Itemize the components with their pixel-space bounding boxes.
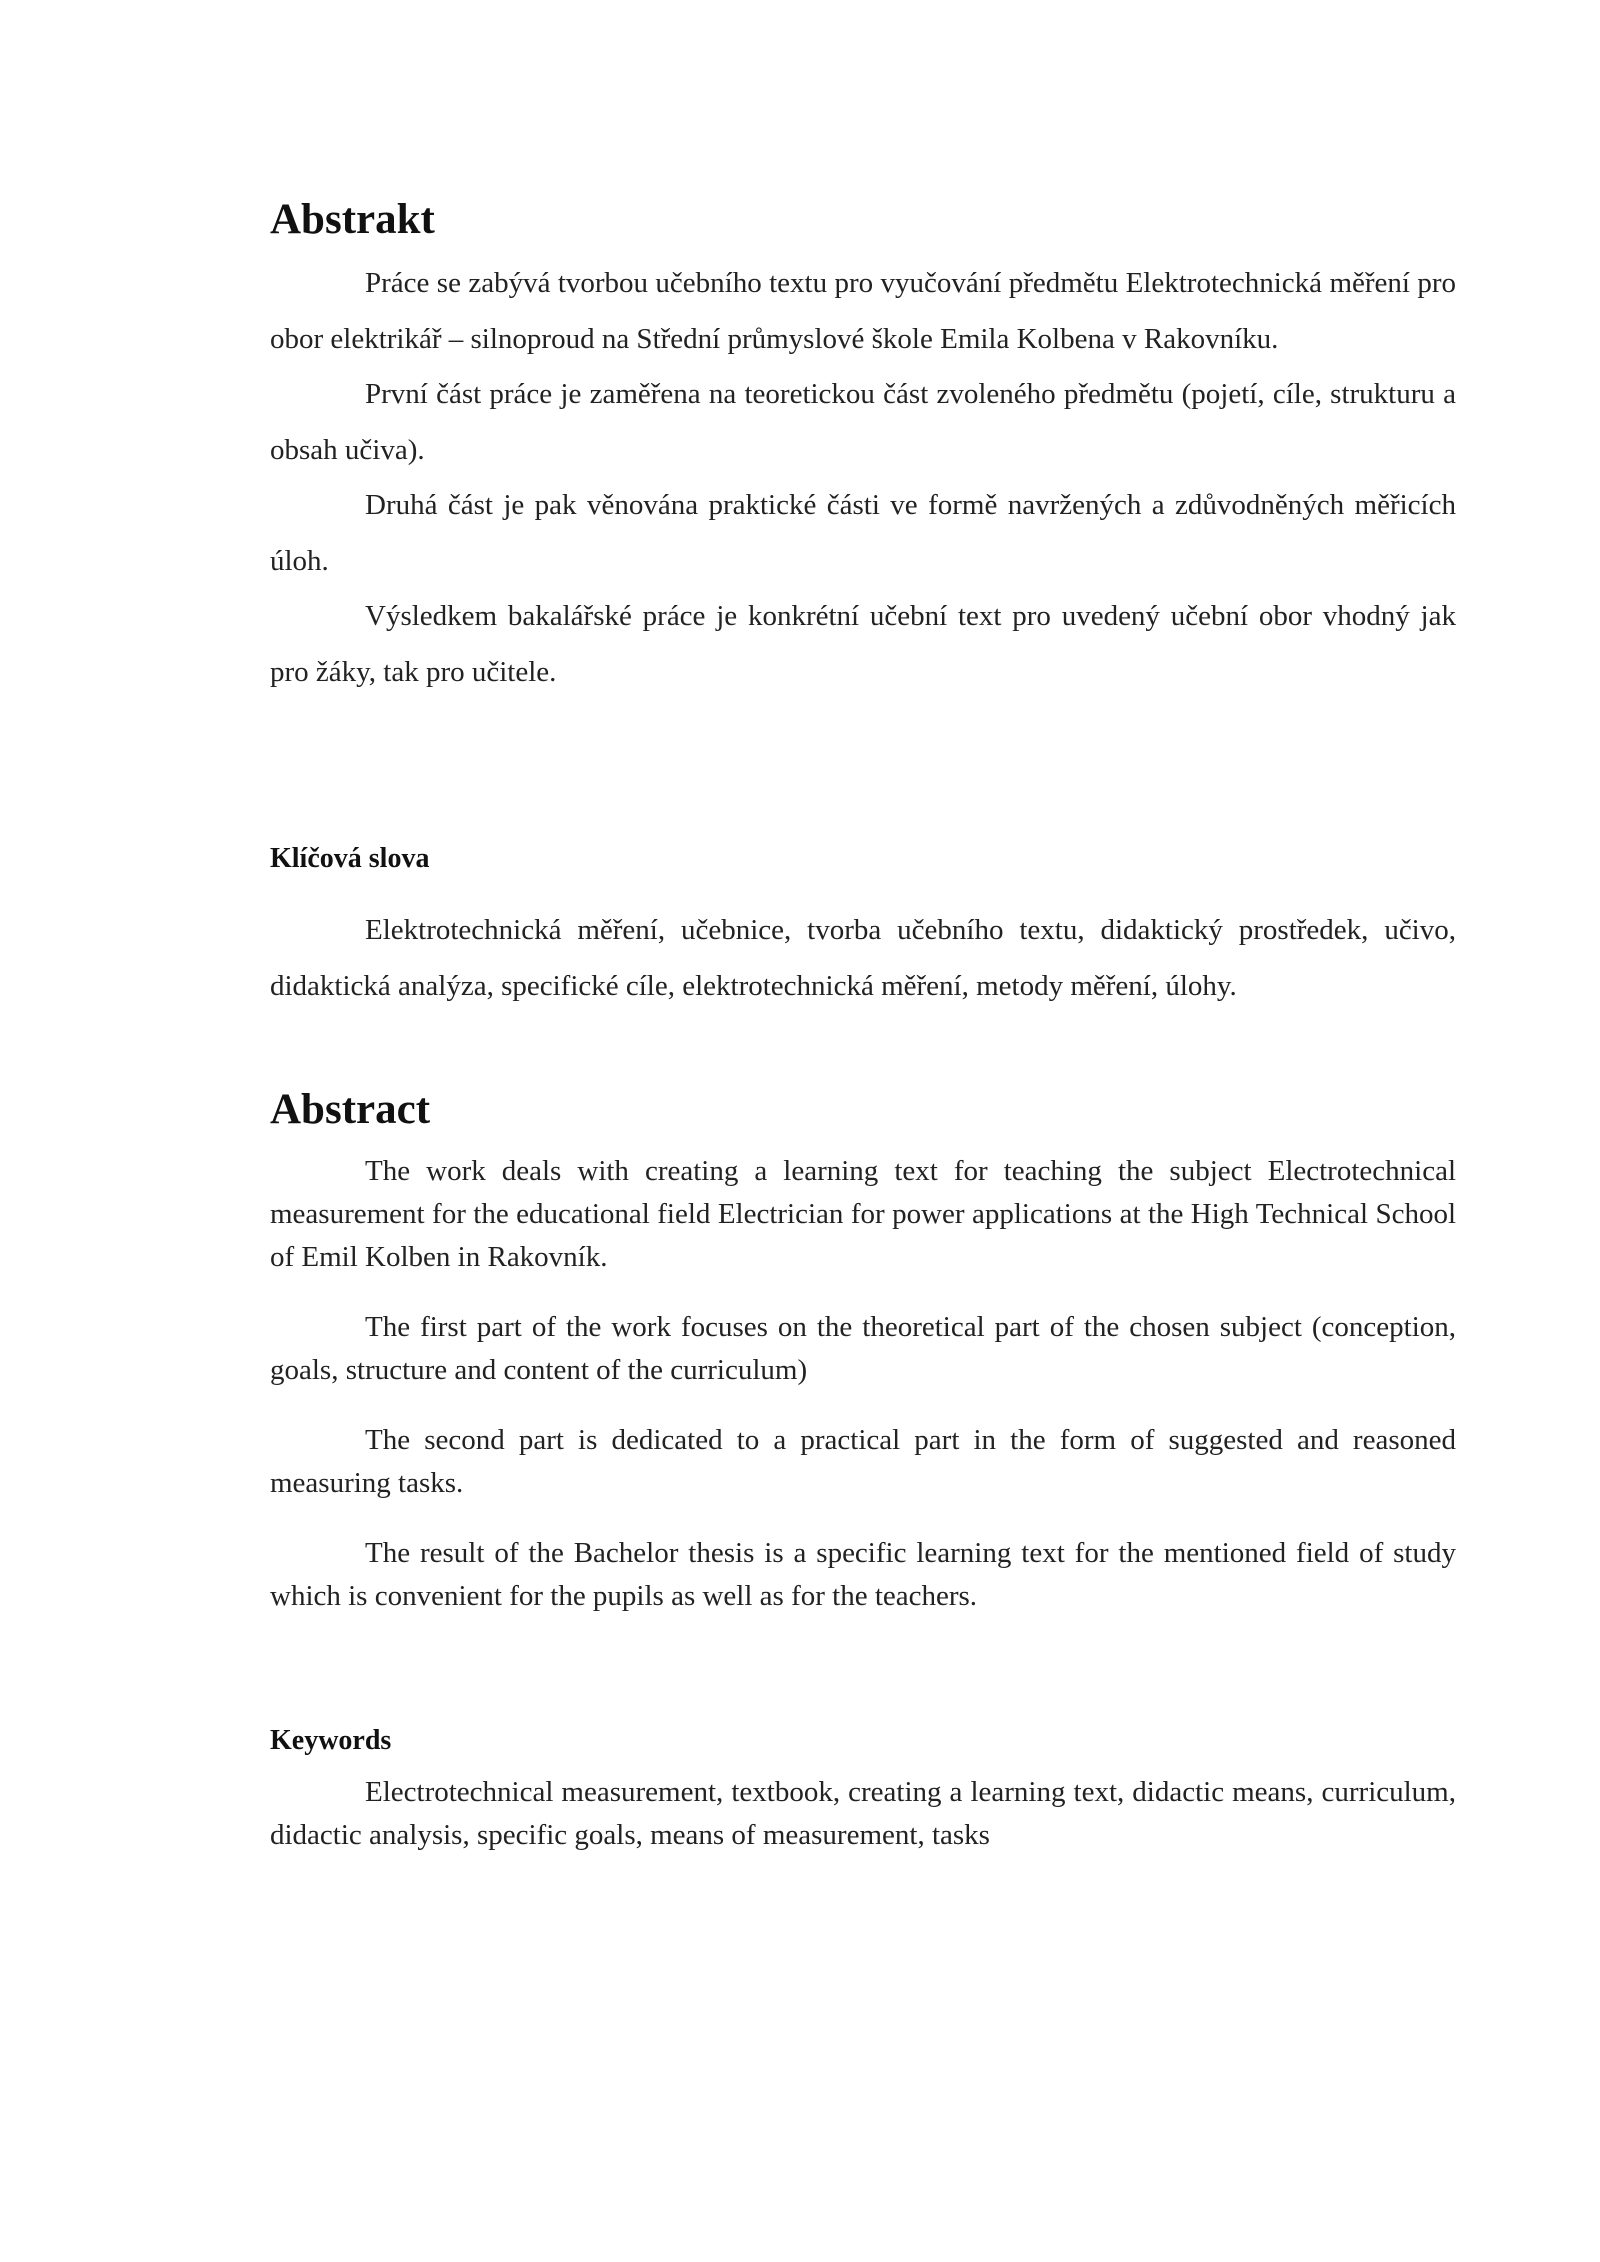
abstract-body bbox=[270, 1150, 1456, 1645]
klicova-slova-heading: Klíčová slova bbox=[270, 843, 430, 874]
abstract-paragraph-1: The work deals with creating a learning text for teaching the subject Electrotechnical measurement for the educational field Electrician for power applications at the High Technical School of Emil Kolben in Rakovník. bbox=[270, 1155, 1456, 1273]
klicova-slova-body bbox=[270, 903, 1456, 1014]
klicova-slova-heading-block bbox=[270, 845, 1456, 873]
keywords-heading-block bbox=[270, 1727, 1456, 1755]
abstract-paragraph-4: The result of the Bachelor thesis is a specific learning text for the mentioned field of study which is convenient for the pupils as well as for the teachers. bbox=[270, 1537, 1456, 1612]
abstrakt-body bbox=[270, 256, 1456, 700]
abstrakt-heading: Abstrakt bbox=[270, 196, 435, 243]
klicova-slova-text: Elektrotechnická měření, učebnice, tvorba učebního textu, didaktický prostředek, učivo, didaktická analýza, specifické cíle, elektrotechnická měření, metody měření, úlohy. bbox=[270, 914, 1456, 1002]
keywords-text: Electrotechnical measurement, textbook, creating a learning text, didactic means, curriculum, didactic analysis, specific goals, means of measurement, tasks bbox=[270, 1776, 1456, 1851]
keywords-body bbox=[270, 1771, 1456, 1857]
abstrakt-paragraph-4: Výsledkem bakalářské práce je konkrétní učební text pro uvedený učební obor vhodný jak pro žáky, tak pro učitele. bbox=[270, 600, 1456, 688]
abstrakt-paragraph-1: Práce se zabývá tvorbou učebního textu pro vyučování předmětu Elektrotechnická měření pro obor elektrikář – silnoproud na Střední průmyslové škole Emila Kolbena v Rakovníku. bbox=[270, 267, 1456, 355]
abstrakt-paragraph-2: První část práce je zaměřena na teoretickou část zvoleného předmětu (pojetí, cíle, strukturu a obsah učiva). bbox=[270, 378, 1456, 466]
keywords-heading: Keywords bbox=[270, 1725, 392, 1756]
abstract-paragraph-3: The second part is dedicated to a practical part in the form of suggested and reasoned measuring tasks. bbox=[270, 1424, 1456, 1499]
abstract-heading-block bbox=[270, 1088, 1456, 1131]
abstract-heading: Abstract bbox=[270, 1086, 431, 1133]
abstrakt-heading-block bbox=[270, 198, 1456, 241]
abstrakt-paragraph-3: Druhá část je pak věnována praktické části ve formě navržených a zdůvodněných měřicích úloh. bbox=[270, 489, 1456, 577]
abstract-paragraph-2: The first part of the work focuses on the theoretical part of the chosen subject (conception, goals, structure and content of the curriculum) bbox=[270, 1311, 1456, 1386]
